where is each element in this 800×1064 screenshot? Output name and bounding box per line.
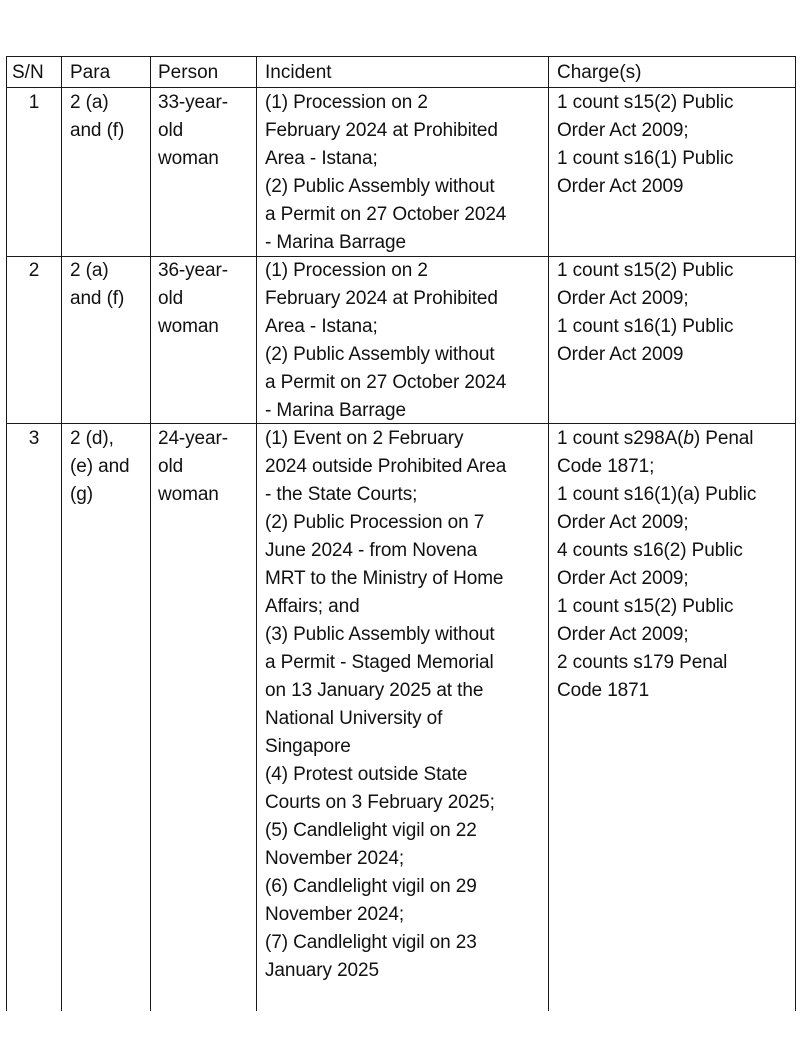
header-bottom-divider	[7, 87, 795, 88]
row-3-para: 2 (d), (e) and (g)	[70, 428, 130, 505]
row-3-charges-line1-italic: b	[683, 428, 694, 449]
column-divider-3	[256, 57, 257, 1011]
row-2-person: 36-year- old woman	[158, 260, 228, 337]
row-1-sn: 1	[28, 92, 40, 113]
row-2-incident: (1) Procession on 2 February 2024 at Prohibited Area - Istana; (2) Public Assembly without a Permit on 27 October 2024 - Marina Barrage	[265, 260, 507, 421]
row-1-person: 33-year- old woman	[158, 92, 228, 169]
row-3-incident: (1) Event on 2 February 2024 outside Prohibited Area - the State Courts; (2) Public Procession on 7 June 2024 - from Novena MRT to the Ministry of Home Affairs; and (3) Public Assembly without a Permit - Staged Memorial on 13 January 2025 at the National University of Singapore (4) Protest outside State Courts on 3 February 2025; (5) Candlelight vigil on 22 November 2024; (6) Candlelight vigil on 29 November 2024; (7) Candlelight vigil on 23 January 2025	[265, 428, 507, 981]
row-3-person: 24-year- old woman	[158, 428, 228, 505]
row-1-incident: (1) Procession on 2 February 2024 at Prohibited Area - Istana; (2) Public Assembly without a Permit on 27 October 2024 - Marina Barrage	[265, 92, 507, 253]
header-charges: Charge(s)	[557, 62, 642, 83]
row-3-charges-line1-suffix: ) Penal	[693, 428, 754, 449]
header-person: Person	[158, 62, 219, 83]
charges-table	[6, 56, 796, 1011]
row-3-charges-rest: Code 1871; 1 count s16(1)(a) Public Order Act 2009; 4 counts s16(2) Public Order Act 2009; 1 count s15(2) Public Order Act 2009; 2 counts s179 Penal Code 1871	[557, 456, 757, 701]
header-sn: S/N	[12, 62, 44, 83]
row-2-para: 2 (a) and (f)	[70, 260, 125, 309]
column-divider-1	[61, 57, 62, 1011]
column-divider-2	[150, 57, 151, 1011]
header-incident: Incident	[265, 62, 332, 83]
row-2-charges: 1 count s15(2) Public Order Act 2009; 1 count s16(1) Public Order Act 2009	[557, 260, 734, 365]
row-1-para: 2 (a) and (f)	[70, 92, 125, 141]
row-2-sn: 2	[28, 260, 40, 281]
row-3-sn: 3	[28, 428, 40, 449]
header-para: Para	[70, 62, 111, 83]
row-3-charges-line1-prefix: 1 count s298A(	[557, 428, 684, 449]
row-3-charges	[557, 425, 756, 705]
column-divider-4	[548, 57, 549, 1011]
row-1-charges: 1 count s15(2) Public Order Act 2009; 1 count s16(1) Public Order Act 2009	[557, 92, 734, 197]
